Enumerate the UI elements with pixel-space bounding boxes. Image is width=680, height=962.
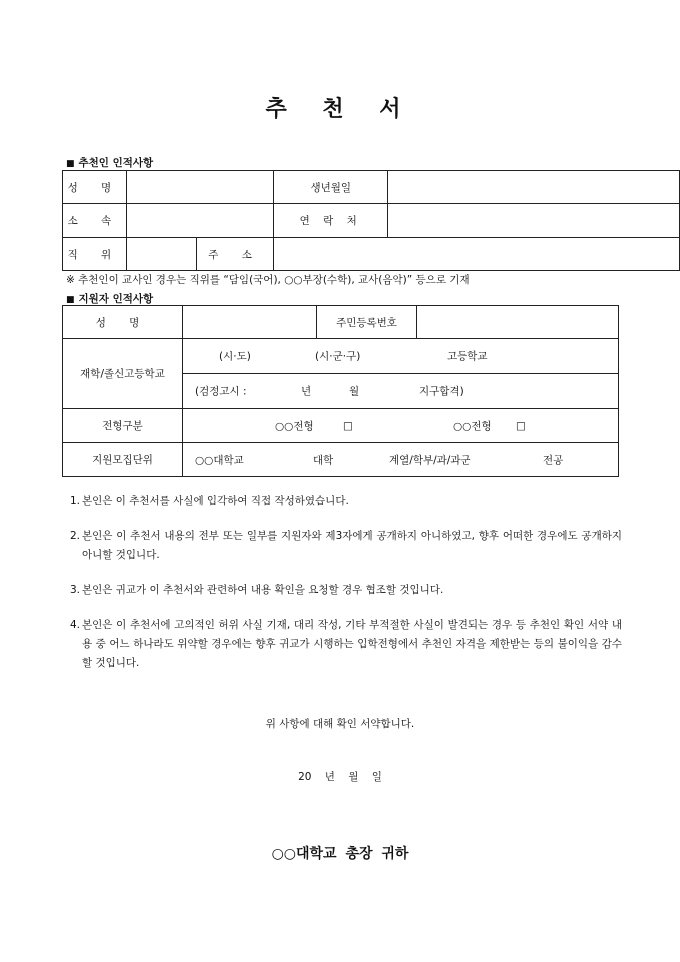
rrn-label: 주민등록번호 bbox=[317, 306, 417, 339]
ged-month-text: 월 bbox=[349, 385, 360, 398]
recommender-address-field[interactable] bbox=[274, 238, 680, 271]
position-label: 직 위 bbox=[63, 238, 127, 271]
unit-major-text: 전공 bbox=[543, 454, 564, 466]
affiliation-label: 소 속 bbox=[63, 204, 127, 238]
statement-item bbox=[70, 581, 622, 600]
square-bullet-icon: ■ bbox=[66, 159, 75, 169]
confirm-text: 위 사항에 대해 확인 서약합니다. bbox=[265, 718, 415, 730]
recommender-section-heading bbox=[66, 155, 153, 170]
recommender-birth-field[interactable] bbox=[388, 171, 680, 204]
recommender-position-field[interactable] bbox=[126, 238, 196, 271]
admission-option-1-label: ○○전형 bbox=[275, 420, 314, 432]
statement-item bbox=[70, 492, 622, 511]
unit-field[interactable] bbox=[183, 443, 619, 477]
recommender-contact-field[interactable] bbox=[388, 204, 680, 238]
recommender-table bbox=[62, 170, 680, 271]
recommender-affiliation-field[interactable] bbox=[126, 204, 273, 238]
recommender-name-field[interactable] bbox=[126, 171, 273, 204]
school-line-2[interactable] bbox=[183, 374, 619, 409]
recommender-note: ※ 추천인이 교사인 경우는 직위를 “담임(국어), ○○부장(수학), 교사(음악)” 등으로 기재 bbox=[66, 274, 470, 286]
admission-option-1-checkbox[interactable]: □ bbox=[343, 419, 353, 432]
unit-university-text: ○○대학교 bbox=[195, 454, 244, 466]
ged-text: (검정고시 : bbox=[195, 385, 247, 398]
applicant-name-field[interactable] bbox=[183, 306, 317, 339]
admission-label: 전형구분 bbox=[63, 409, 183, 443]
addressee: ○○대학교 총장 귀하 bbox=[271, 846, 409, 862]
unit-college-text: 대학 bbox=[313, 454, 334, 466]
statement-number: 4. bbox=[70, 619, 81, 631]
address-label: 주 소 bbox=[197, 238, 274, 271]
recommender-section-label: 추천인 인적사항 bbox=[78, 157, 154, 169]
statement-number: 1. bbox=[70, 495, 81, 507]
ged-year-text: 년 bbox=[301, 385, 312, 398]
statement-item bbox=[70, 616, 622, 673]
statement-list bbox=[70, 492, 622, 689]
contact-label: 연 락 처 bbox=[274, 204, 388, 238]
statement-number: 2. bbox=[70, 530, 81, 542]
applicant-name-label: 성 명 bbox=[63, 306, 183, 339]
statement-item bbox=[70, 527, 622, 565]
statement-number: 3. bbox=[70, 584, 81, 596]
unit-dept-text: 계열/학부/과/과군 bbox=[389, 454, 471, 466]
document-title: 추 천 서 bbox=[265, 97, 415, 122]
statement-text: 본인은 이 추천서 내용의 전부 또는 일부를 지원자와 제3자에게 공개하지 아니하였고, 향후 어떠한 경우에도 공개하지 아니할 것입니다. bbox=[82, 530, 622, 561]
unit-label: 지원모집단위 bbox=[63, 443, 183, 477]
square-bullet-icon: ■ bbox=[66, 295, 75, 305]
applicant-section-label: 지원자 인적사항 bbox=[78, 293, 154, 305]
school-label: 재학/졸신고등학교 bbox=[63, 339, 183, 409]
admission-option-2-checkbox[interactable]: □ bbox=[516, 419, 526, 432]
birth-label: 생년월일 bbox=[274, 171, 388, 204]
sido-text: (시·도) bbox=[219, 350, 251, 363]
applicant-section-heading bbox=[66, 291, 153, 306]
statement-text: 본인은 이 추천서에 고의적인 허위 사실 기재, 대리 작성, 기타 부적절한 사실이 발견되는 경우 등 추천인 확인 서약 내용 중 어느 하나라도 위약할 경우에는 향후 귀교가 시행하는 입학전형에서 추천인 자격을 제한받는 등의 불이익을 감수할 것입니다. bbox=[82, 619, 622, 669]
admission-option-2-label: ○○전형 bbox=[453, 420, 492, 432]
statement-text: 본인은 이 추천서를 사실에 입각하여 직접 작성하였습니다. bbox=[82, 495, 349, 507]
applicant-table bbox=[62, 305, 619, 477]
admission-options bbox=[183, 409, 619, 443]
highschool-text: 고등학교 bbox=[447, 350, 488, 363]
sigungu-text: (시·군·구) bbox=[315, 350, 361, 363]
name-label: 성 명 bbox=[63, 171, 127, 204]
statement-text: 본인은 귀교가 이 추천서와 관련하여 내용 확인을 요청할 경우 협조할 것입니다. bbox=[82, 584, 444, 596]
ged-pass-text: 지구합격) bbox=[419, 385, 464, 398]
school-line-1[interactable] bbox=[183, 339, 619, 374]
applicant-rrn-field[interactable] bbox=[417, 306, 619, 339]
date-line[interactable]: 20 년 월 일 bbox=[298, 771, 382, 783]
